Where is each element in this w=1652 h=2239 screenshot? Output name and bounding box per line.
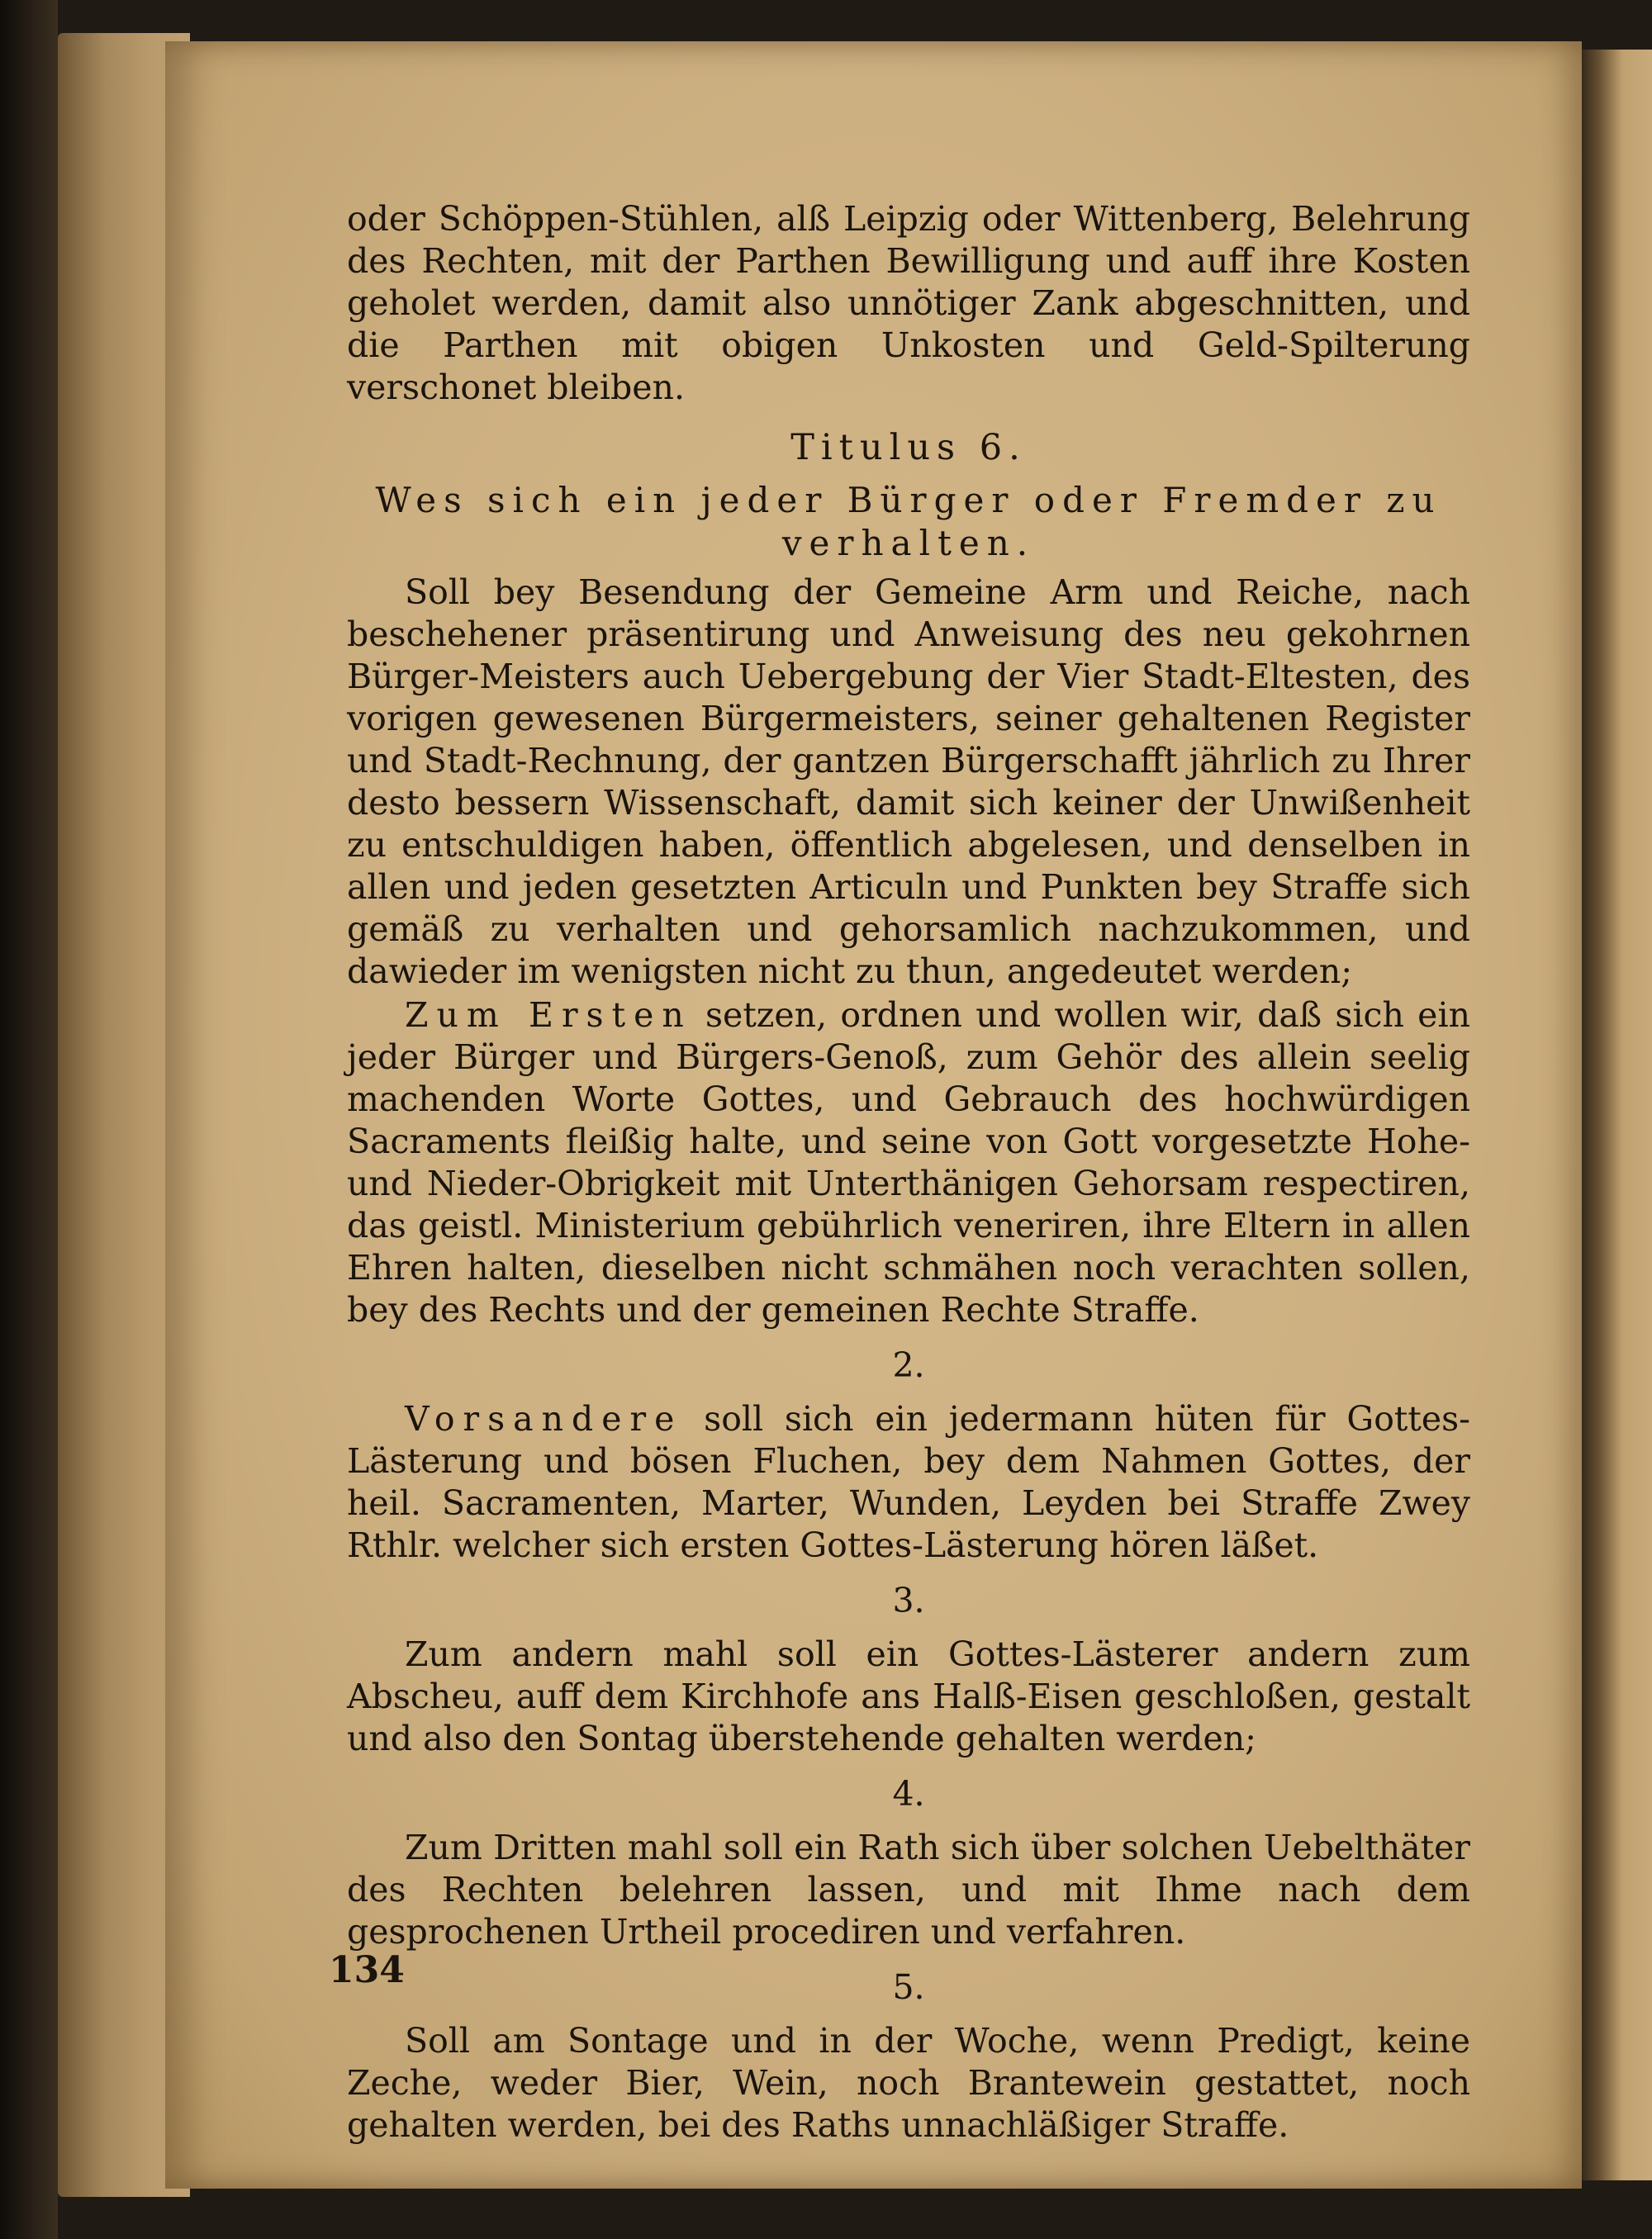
section-subtitle: Wes sich ein jeder Bürger oder Fremder zu verhalten. xyxy=(375,480,1442,563)
paragraph-1: Soll bey Besendung der Gemeine Arm und Reiche, nach beschehener präsentirung und Anweisung des neu gekohrnen Bürger-Meisters auch Uebergebung der Vier Stadt-Eltesten, des vorigen gewesenen Bürgermeisters, seiner gehaltenen Register und Stadt-Rechnung, der gantzen Bürgerschafft jährlich zu Ihrer desto bessern Wissenschaft, damit sich keiner der Unwißenheit zu entschuldigen haben, öffentlich abgelesen, und denselben in allen und jeden gesetzten Articuln und Punkten bey Straffe sich gemäß zu verhalten und gehorsamlich nachzukommen, und dawieder im wenigsten nicht zu thun, angedeutet werden; xyxy=(347,572,1470,991)
page-text xyxy=(347,198,1470,2148)
page-number: 134 xyxy=(329,1949,405,1991)
paragraph-6: Soll am Sontage und in der Woche, wenn Predigt, keine Zeche, weder Bier, Wein, noch Brantewein gestattet, noch gehalten werden, bei des Raths unnachläßiger Straffe. xyxy=(347,2021,1470,2145)
paragraph-3-body: soll sich ein jedermann hüten für Gottes-Lästerung und bösen Fluchen, bey dem Nahmen Gottes, der heil. Sacramenten, Marter, Wunden, Leyden bei Straffe Zwey Rthlr. welcher sich ersten Gottes-Lästerung hören läßet. xyxy=(347,1399,1470,1565)
paragraph-3 xyxy=(347,1398,1470,1567)
article-number-4: 4. xyxy=(892,1774,925,1814)
paragraph-4: Zum andern mahl soll ein Gottes-Lästerer andern zum Abscheu, auff dem Kirchhofe ans Halß-Eisen geschloßen, gestalt und also den Sontag überstehende gehalten werden; xyxy=(347,1634,1470,1758)
book-spine xyxy=(0,0,58,2239)
paragraph-2-body: setzen, ordnen und wollen wir, daß sich ein jeder Bürger und Bürgers-Genoß, zum Gehör des allein seelig machenden Worte Gottes, und Gebrauch des hochwürdigen Sacraments fleißig halte, und seine von Gott vorgesetzte Hohe- und Nieder-Obrigkeit mit Unterthänigen Gehorsam respectiren, das geistl. Ministerium gebührlich veneriren, ihre Eltern in allen Ehren halten, dieselben nicht schmähen noch verachten sollen, bey des Rechts und der gemeinen Rechte Straffe. xyxy=(347,995,1470,1330)
paragraph-3-lead: Vorsandere xyxy=(405,1399,683,1439)
paragraph-intro: oder Schöppen-Stühlen, alß Leipzig oder Wittenberg, Belehrung des Rechten, mit der Parthen Bewilligung und auff ihre Kosten geholet werden, damit also unnötiger Zank abgeschnitten, und die Parthen mit obigen Unkosten und Geld-Spilterung verschonet bleiben. xyxy=(347,199,1470,407)
facing-page-edge xyxy=(1578,50,1652,2180)
paragraph-5: Zum Dritten mahl soll ein Rath sich über solchen Uebelthäter des Rechten belehren lassen, und mit Ihme nach dem gesprochenen Urtheil procediren und verfahren. xyxy=(347,1828,1470,1952)
article-number-5: 5. xyxy=(892,1967,925,2007)
paragraph-2 xyxy=(347,994,1470,1331)
article-number-3: 3. xyxy=(892,1581,925,1620)
article-number-2: 2. xyxy=(892,1345,925,1385)
section-title: Titulus 6. xyxy=(790,427,1027,468)
paragraph-2-lead: Zum Ersten xyxy=(405,995,692,1035)
